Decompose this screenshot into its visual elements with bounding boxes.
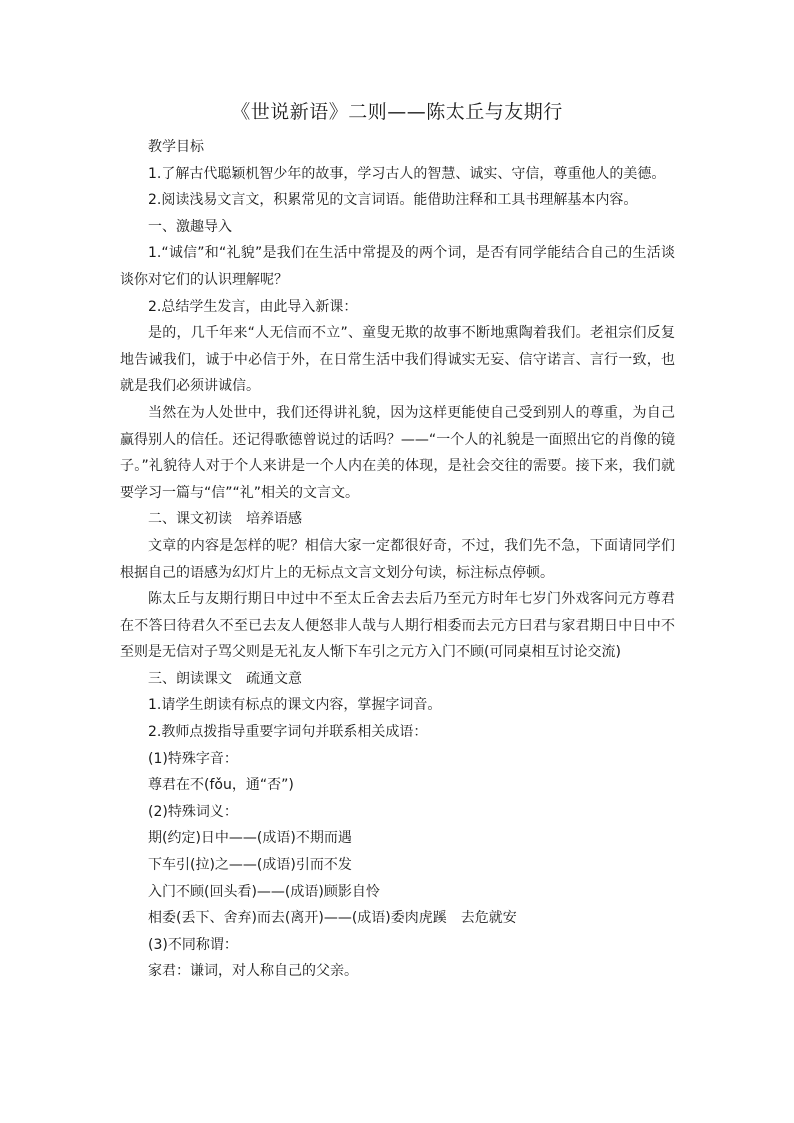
paragraph: 家君：谦词，对人称自己的父亲。 xyxy=(148,963,358,980)
paragraph: 1.了解古代聪颖机智少年的故事，学习古人的智慧、诚实、守信，尊重他人的美德。 xyxy=(148,165,666,182)
paragraph: 当然在为人处世中，我们还得讲礼貌，因为这样更能使自己受到别人的尊重，为自己赢得别人的信任。还记得歌德曾说过的话吗？——“一个人的礼貌是一面照出它的肖像的镜子。”礼貌待人对于个人来讲是一个人内在美的体现，是社会交往的需要。接下来，我们就要学习一篇与“信”“礼”相关的文言文。 xyxy=(120,404,675,501)
paragraph: (1)特殊字音： xyxy=(148,750,238,767)
paragraph: 教学目标 xyxy=(148,139,204,155)
document-title: 《世说新语》二则——陈太丘与友期行 xyxy=(231,101,563,123)
paragraph: 尊君在不(fǒu，通“否”) xyxy=(148,777,294,794)
paragraph: 是的，几千年来“人无信而不立”、童叟无欺的故事不断地熏陶着我们。老祖宗们反复地告诫我们，诚于中必信于外，在日常生活中我们得诚实无妄、信守诺言、言行一致，也就是我们必须讲诚信。 xyxy=(120,325,675,395)
paragraph: 1.“诚信”和“礼貌”是我们在生活中常提及的两个词，是否有同学能结合自己的生活谈谈你对它们的认识理解呢？ xyxy=(120,245,675,288)
paragraph: 期(约定)日中——(成语)不期而遇 xyxy=(148,830,352,847)
paragraph: 2.总结学生发言，由此导入新课： xyxy=(148,298,358,315)
paragraph: 入门不顾(回头看)——(成语)顾影自怜 xyxy=(148,883,380,900)
paragraph: 2.教师点拨指导重要字词句并联系相关成语： xyxy=(148,724,428,741)
paragraph: 一、激趣导入 xyxy=(148,218,232,235)
paragraph: 文章的内容是怎样的呢？相信大家一定都很好奇，不过，我们先不急，下面请同学们根据自己的语感为幻灯片上的无标点文言文划分句读，标注标点停顿。 xyxy=(120,537,675,581)
paragraph: 1.请学生朗读有标点的课文内容，掌握字词音。 xyxy=(148,697,442,714)
paragraph: 陈太丘与友期行期日中过中不至太丘舍去去后乃至元方时年七岁门外戏客问元方尊君在不答曰待君久不至已去友人便怒非人哉与人期行相委而去元方曰君与家君期日中日中不至则是无信对子骂父则是无礼友人惭下车引之元方入门不顾(可同桌相互讨论交流) xyxy=(120,591,675,661)
paragraph: 二、课文初读 培养语感 xyxy=(148,511,302,528)
paragraph: 三、朗读课文 疏通文意 xyxy=(148,670,302,687)
paragraph: (3)不同称谓： xyxy=(148,936,238,953)
paragraph: 2.阅读浅易文言文，积累常见的文言词语。能借助注释和工具书理解基本内容。 xyxy=(148,192,638,209)
document-body xyxy=(120,134,675,985)
paragraph: 相委(丢下、舍弃)而去(离开)——(成语)委肉虎蹊 去危就安 xyxy=(148,910,517,927)
paragraph: 下车引(拉)之——(成语)引而不发 xyxy=(148,857,352,874)
paragraph: (2)特殊词义： xyxy=(148,803,238,820)
